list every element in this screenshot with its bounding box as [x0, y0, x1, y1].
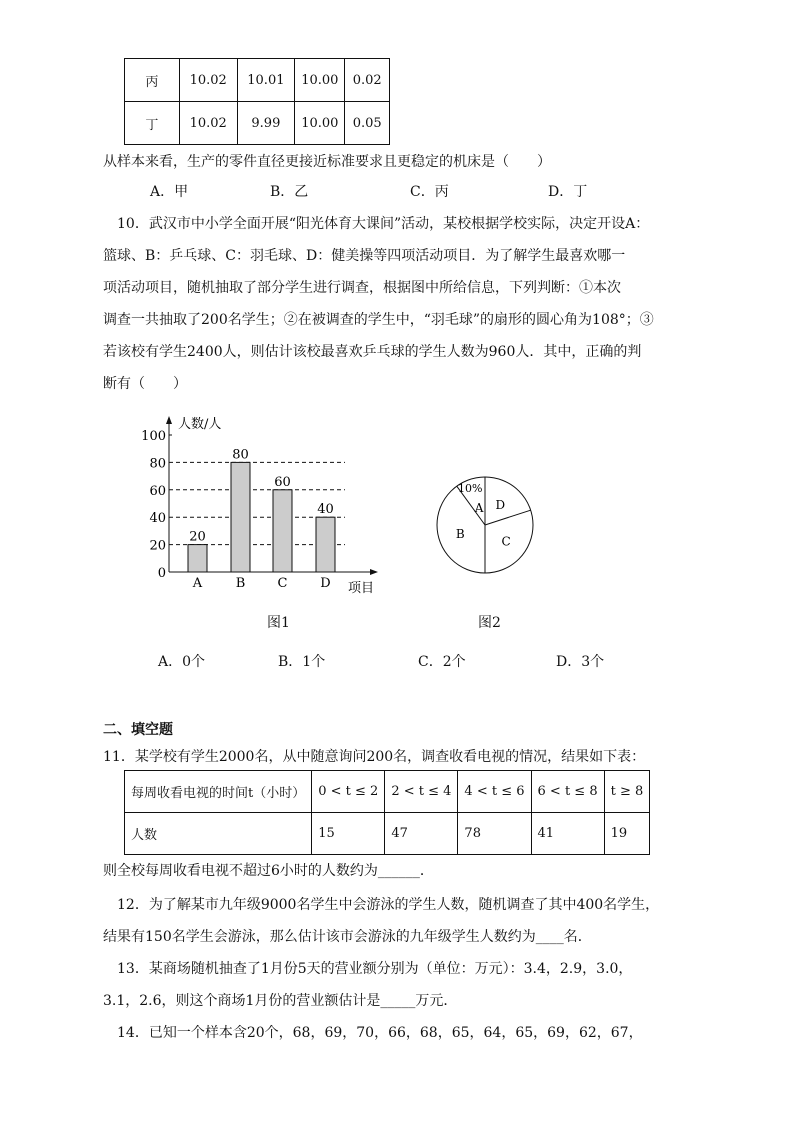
y-tick-label: 60 [149, 483, 166, 499]
fig1-caption: 图1 [267, 615, 290, 631]
y-tick-label: 20 [149, 538, 166, 554]
pie-slice-label-C: C [501, 534, 511, 549]
y-axis-label: 人数/人 [178, 417, 222, 432]
bar-value-label: 60 [274, 474, 291, 490]
pie-slice-label-D: D [495, 497, 506, 512]
q9-text: 从样本来看，生产的零件直径更接近标准要求且更稳定的机床是（ ） [103, 154, 551, 170]
bar-value-label: 40 [317, 502, 334, 518]
table-cell: 10.02 [179, 59, 237, 102]
q10-option[interactable]: C．2个 [418, 654, 466, 670]
section-title: 二、填空题 [103, 722, 173, 738]
q10-line: 项活动项目，随机抽取了部分学生进行调查，根据图中所给信息，下列判断：①本次 [103, 280, 621, 296]
table-cell: 丙 [125, 59, 180, 102]
q10-line: 断有（ ） [103, 376, 187, 392]
q11-text: 11．某学校有学生2000名，从中随意询问200名，调查收看电视的情况，结果如下表： [103, 749, 646, 765]
q10-line: 调查一共抽取了200名学生；②在被调查的学生中，“羽毛球”的扇形的圆心角为108°；③ [103, 312, 654, 328]
q9-option[interactable]: B．乙 [270, 184, 309, 200]
x-axis-arrow [370, 569, 378, 575]
pie-slice-label-B: B [455, 527, 465, 542]
table-cell: 78 [458, 813, 531, 855]
table-cell: 人数 [125, 813, 312, 855]
table-cell: 9.99 [237, 102, 295, 145]
fig2-caption: 图2 [478, 615, 501, 631]
x-tick-label: A [192, 576, 203, 591]
y-tick-label: 80 [149, 456, 166, 472]
q9-option[interactable]: D．丁 [548, 184, 588, 200]
table-row [125, 59, 390, 102]
table-cell: 10.00 [295, 59, 345, 102]
table-cell: 19 [604, 813, 650, 855]
q13-line: 3.1，2.6，则这个商场1月份的营业额估计是_____万元． [103, 993, 458, 1009]
table-cell: 丁 [125, 102, 180, 145]
tv-table [124, 770, 650, 855]
q10-option[interactable]: D．3个 [556, 654, 605, 670]
bar-value-label: 20 [189, 529, 206, 545]
bar-B [231, 462, 250, 572]
q10-line: 篮球、B：乒乓球、C：羽毛球、D：健美操等四项活动项目．为了解学生最喜欢哪一 [103, 248, 626, 264]
table-cell: 0.02 [345, 59, 390, 102]
table-cell: 41 [531, 813, 604, 855]
bar-A [188, 545, 207, 572]
machine-table [124, 58, 390, 145]
pie-annotation: 10% [458, 482, 483, 495]
q9-option[interactable]: A．甲 [150, 184, 189, 200]
q9-option[interactable]: C．丙 [410, 184, 449, 200]
y-tick-label: 100 [141, 429, 166, 444]
table-cell: 4 < t ≤ 6 [458, 771, 531, 813]
y-tick-label: 0 [157, 566, 166, 581]
table-cell: 10.00 [295, 102, 345, 145]
bar-value-label: 80 [232, 447, 249, 463]
table-row [125, 813, 650, 855]
table-cell: 10.02 [179, 102, 237, 145]
table-cell: 0 < t ≤ 2 [312, 771, 385, 813]
q10-line: 若该校有学生2400人，则估计该校最喜欢乒乓球的学生人数为960人．其中，正确的判 [103, 344, 642, 360]
pie-slice-edge [485, 510, 531, 525]
charts [0, 400, 794, 610]
q10-option[interactable]: A．0个 [158, 654, 206, 670]
y-tick-label: 40 [149, 511, 166, 527]
x-tick-label: D [320, 576, 331, 591]
bar-D [316, 517, 335, 572]
y-axis-arrow [166, 416, 172, 424]
q13-line: 13．某商场随机抽查了1月份5天的营业额分别为（单位：万元）：3.4，2.9，3.0， [117, 961, 633, 977]
table-row [125, 102, 390, 145]
table-cell: 10.01 [237, 59, 295, 102]
table-cell: 每周收看电视的时间t（小时） [125, 771, 312, 813]
bar-C [273, 490, 292, 572]
table-cell: 0.05 [345, 102, 390, 145]
q12-line: 结果有150名学生会游泳，那么估计该市会游泳的九年级学生人数约为____名． [103, 929, 592, 945]
table-row [125, 771, 650, 813]
pie-slice-label-A: A [474, 500, 484, 515]
table-cell: 15 [312, 813, 385, 855]
table-cell: t ≥ 8 [604, 771, 650, 813]
x-tick-label: B [235, 576, 246, 591]
table-cell: 6 < t ≤ 8 [531, 771, 604, 813]
q10-option[interactable]: B．1个 [278, 654, 326, 670]
q11-after: 则全校每周收看电视不超过6小时的人数约为______． [103, 863, 434, 879]
q14-line: 14．已知一个样本含20个，68，69，70，66，68，65，64，65，69，62，67， [117, 1025, 643, 1041]
q10-line: 10．武汉市中小学全面开展“阳光体育大课间”活动，某校根据学校实际，决定开设A： [117, 216, 650, 232]
q12-line: 12．为了解某市九年级9000名学生中会游泳的学生人数，随机调查了其中400名学生， [117, 897, 660, 913]
table-cell: 47 [385, 813, 458, 855]
x-axis-label: 项目 [348, 581, 375, 596]
x-tick-label: C [277, 576, 288, 591]
table-cell: 2 < t ≤ 4 [385, 771, 458, 813]
